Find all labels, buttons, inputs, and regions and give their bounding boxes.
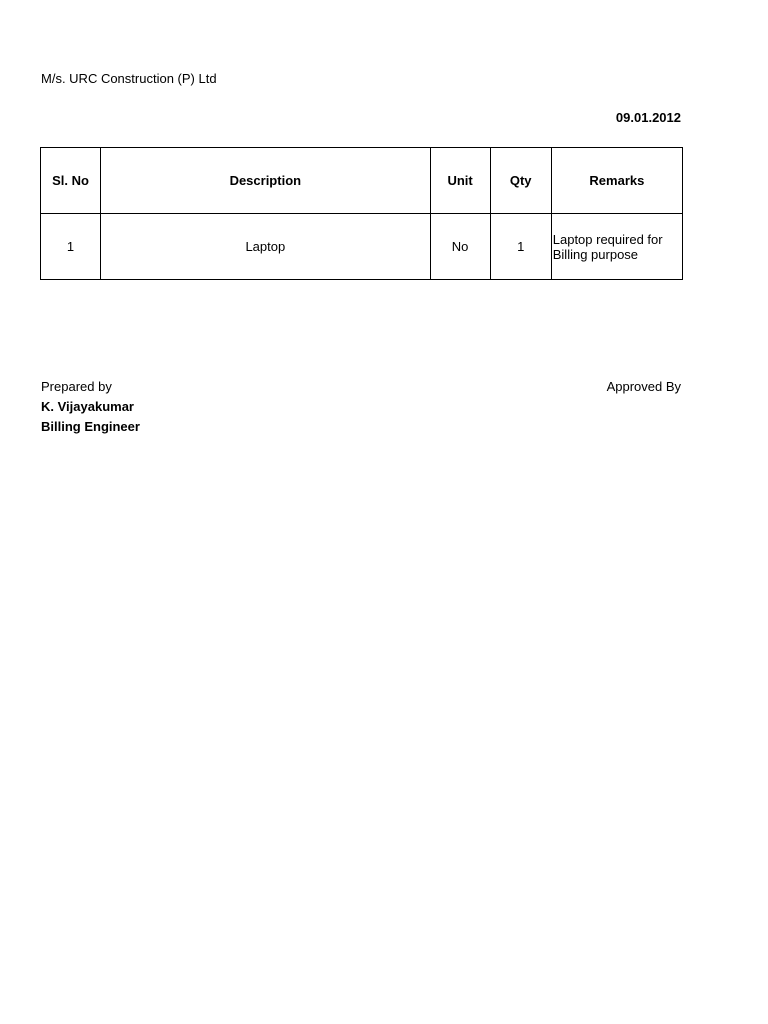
header-unit: Unit xyxy=(430,148,490,214)
table-row xyxy=(41,214,683,280)
header-description: Description xyxy=(101,148,431,214)
document-date: 09.01.2012 xyxy=(615,110,681,125)
cell-remarks: Laptop required for Billing purpose xyxy=(551,214,682,280)
header-sl-no: Sl. No xyxy=(41,148,101,214)
table-header-row xyxy=(41,148,683,214)
preparer-title: Billing Engineer xyxy=(41,419,140,434)
items-table xyxy=(40,147,683,280)
company-name: M/s. URC Construction (P) Ltd xyxy=(41,71,217,86)
header-qty: Qty xyxy=(490,148,551,214)
cell-unit: No xyxy=(430,214,490,280)
cell-qty: 1 xyxy=(490,214,551,280)
header-remarks: Remarks xyxy=(551,148,682,214)
approved-by-label: Approved By xyxy=(606,379,681,394)
cell-description: Laptop xyxy=(101,214,431,280)
preparer-name: K. Vijayakumar xyxy=(41,399,134,414)
cell-sl-no: 1 xyxy=(41,214,101,280)
prepared-by-label: Prepared by xyxy=(41,379,112,394)
